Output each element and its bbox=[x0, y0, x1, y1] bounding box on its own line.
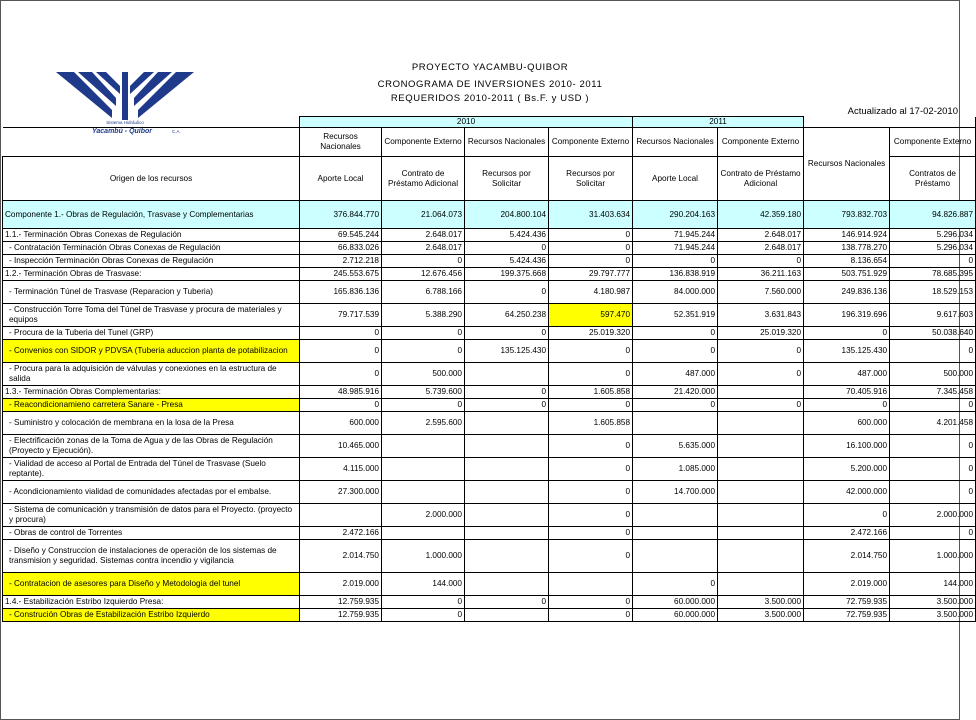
value-cell bbox=[382, 458, 465, 481]
row-label: - Sistema de comunicación y transmisión de datos para el Proyecto. (proyecto y procura) bbox=[3, 504, 300, 527]
col-subheader: Recursos por Solicitar bbox=[549, 157, 633, 201]
value-cell: 7.560.000 bbox=[718, 281, 804, 304]
value-cell: 2.648.017 bbox=[382, 242, 465, 255]
value-cell: 245.553.675 bbox=[300, 268, 382, 281]
col-subheader: Aporte Local bbox=[300, 157, 382, 201]
value-cell: 25.019.320 bbox=[549, 327, 633, 340]
value-cell: 165.836.136 bbox=[300, 281, 382, 304]
value-cell: 0 bbox=[718, 363, 804, 386]
value-cell: 5.424.436 bbox=[465, 255, 549, 268]
table-row bbox=[3, 268, 976, 281]
value-cell: 0 bbox=[549, 540, 633, 573]
origin-header: Origen de los recursos bbox=[3, 157, 300, 201]
value-cell: 3.631.843 bbox=[718, 304, 804, 327]
schedule-subtitle: REQUERIDOS 2010-2011 ( Bs.F. y USD ) bbox=[390, 93, 590, 104]
value-cell: 0 bbox=[549, 609, 633, 622]
value-cell: 5.739.600 bbox=[382, 386, 465, 399]
value-cell: 5.388.290 bbox=[382, 304, 465, 327]
value-cell: 36.211.163 bbox=[718, 268, 804, 281]
row-label: - Procura para la adquisición de válvulas y conexiones en la estructura de salida bbox=[3, 363, 300, 386]
value-cell: 1.085.000 bbox=[633, 458, 718, 481]
value-cell: 0 bbox=[465, 242, 549, 255]
value-cell bbox=[633, 412, 718, 435]
col-subheader: Contrato de Préstamo Adicional bbox=[382, 157, 465, 201]
value-cell: 0 bbox=[300, 327, 382, 340]
row-label: 1.4.- Estabilización Estribo Izquierdo Presa: bbox=[3, 596, 300, 609]
value-cell bbox=[465, 458, 549, 481]
value-cell bbox=[300, 504, 382, 527]
value-cell: 0 bbox=[890, 255, 976, 268]
value-cell: 48.985.916 bbox=[300, 386, 382, 399]
value-cell bbox=[718, 504, 804, 527]
value-cell: 2.472.166 bbox=[804, 527, 890, 540]
row-label: Componente 1.- Obras de Regulación, Trasvase y Complementarias bbox=[3, 201, 300, 229]
value-cell: 31.403.634 bbox=[549, 201, 633, 229]
value-cell: 94.826.887 bbox=[890, 201, 976, 229]
year-2011: 2011 bbox=[633, 117, 804, 128]
value-cell: 2.472.166 bbox=[300, 527, 382, 540]
value-cell: 487.000 bbox=[633, 363, 718, 386]
value-cell: 0 bbox=[465, 596, 549, 609]
value-cell: 249.836.136 bbox=[804, 281, 890, 304]
value-cell bbox=[465, 540, 549, 573]
investment-table bbox=[2, 116, 976, 622]
row-label: 1.2.- Terminación Obras de Trasvase: bbox=[3, 268, 300, 281]
value-cell: 0 bbox=[382, 596, 465, 609]
value-cell: 0 bbox=[382, 399, 465, 412]
value-cell: 2.595.600 bbox=[382, 412, 465, 435]
value-cell bbox=[465, 573, 549, 596]
value-cell: 0 bbox=[549, 255, 633, 268]
value-cell: 503.751.929 bbox=[804, 268, 890, 281]
value-cell: 2.712.218 bbox=[300, 255, 382, 268]
col-header: Recursos Nacionales bbox=[633, 128, 718, 157]
value-cell: 27.300.000 bbox=[300, 481, 382, 504]
row-label: - Inspección Terminación Obras Conexas de Regulación bbox=[3, 255, 300, 268]
col-subheader: Aporte Local bbox=[633, 157, 718, 201]
value-cell: 64.250.238 bbox=[465, 304, 549, 327]
value-cell: 2.648.017 bbox=[382, 229, 465, 242]
value-cell: 4.201.458 bbox=[890, 412, 976, 435]
value-cell: 0 bbox=[804, 327, 890, 340]
table-row bbox=[3, 281, 976, 304]
value-cell bbox=[382, 527, 465, 540]
value-cell: 50.038.640 bbox=[890, 327, 976, 340]
table-row bbox=[3, 412, 976, 435]
value-cell bbox=[465, 504, 549, 527]
value-cell: 0 bbox=[382, 255, 465, 268]
value-cell: 0 bbox=[300, 363, 382, 386]
logo-line2: Yacambú - Quíbor bbox=[91, 128, 153, 135]
value-cell bbox=[633, 527, 718, 540]
row-label: - Convenios con SIDOR y PDVSA (Tuberia aduccion planta de potabilizacion bbox=[3, 340, 300, 363]
row-label: - Procura de la Tuberia del Tunel (GRP) bbox=[3, 327, 300, 340]
table-row bbox=[3, 481, 976, 504]
row-label: - Electrificación zonas de la Toma de Agua y de las Obras de Regulación (Proyecto y Ejecución). bbox=[3, 435, 300, 458]
value-cell: 0 bbox=[633, 327, 718, 340]
value-cell: 0 bbox=[633, 573, 718, 596]
value-cell: 135.125.430 bbox=[804, 340, 890, 363]
value-cell: 0 bbox=[549, 399, 633, 412]
value-cell: 1.605.858 bbox=[549, 386, 633, 399]
value-cell: 0 bbox=[382, 327, 465, 340]
row-label: - Acondicionamiento vialidad de comunidades afectadas por el embalse. bbox=[3, 481, 300, 504]
value-cell: 0 bbox=[465, 327, 549, 340]
year-header-row bbox=[3, 117, 976, 128]
value-cell: 146.914.924 bbox=[804, 229, 890, 242]
value-cell bbox=[718, 435, 804, 458]
value-cell: 376.844.770 bbox=[300, 201, 382, 229]
row-label: - Diseño y Construccion de instalaciones de operación de los sistemas de transmision y seguridad. Sistemas contra incendio y vigilancia bbox=[3, 540, 300, 573]
value-cell: 1.000.000 bbox=[382, 540, 465, 573]
value-cell: 0 bbox=[465, 281, 549, 304]
value-cell: 0 bbox=[890, 435, 976, 458]
row-label: 1.3.- Terminación Obras Complementarias: bbox=[3, 386, 300, 399]
value-cell: 5.424.436 bbox=[465, 229, 549, 242]
value-cell: 0 bbox=[549, 481, 633, 504]
value-cell: 60.000.000 bbox=[633, 609, 718, 622]
table-row bbox=[3, 458, 976, 481]
value-cell: 0 bbox=[549, 242, 633, 255]
value-cell: 0 bbox=[549, 340, 633, 363]
value-cell: 14.700.000 bbox=[633, 481, 718, 504]
table-row bbox=[3, 504, 976, 527]
logo-suffix: C.A. bbox=[172, 129, 181, 134]
project-title: PROYECTO YACAMBU-QUIBOR bbox=[411, 62, 569, 73]
col-header: Recursos Nacionales bbox=[300, 128, 382, 157]
value-cell: 0 bbox=[890, 399, 976, 412]
value-cell: 487.000 bbox=[804, 363, 890, 386]
value-cell: 5.296.034 bbox=[890, 242, 976, 255]
value-cell bbox=[633, 504, 718, 527]
value-cell: 0 bbox=[718, 340, 804, 363]
value-cell: 196.319.696 bbox=[804, 304, 890, 327]
row-label: - Contratacion de asesores para Diseño y Metodologia del tunel bbox=[3, 573, 300, 596]
value-cell: 52.351.919 bbox=[633, 304, 718, 327]
value-cell: 3.500.000 bbox=[890, 596, 976, 609]
value-cell: 144.000 bbox=[890, 573, 976, 596]
value-cell: 69.545.244 bbox=[300, 229, 382, 242]
value-cell: 5.296.034 bbox=[890, 229, 976, 242]
value-cell: 79.717.539 bbox=[300, 304, 382, 327]
value-cell: 0 bbox=[890, 527, 976, 540]
value-cell bbox=[718, 386, 804, 399]
resource-header-row bbox=[3, 128, 976, 157]
value-cell: 0 bbox=[382, 340, 465, 363]
value-cell: 0 bbox=[718, 399, 804, 412]
logo-line1: Sistema Hidráulico bbox=[106, 120, 144, 125]
col-header: Componente Externo bbox=[382, 128, 465, 157]
value-cell: 0 bbox=[465, 399, 549, 412]
value-cell: 0 bbox=[549, 435, 633, 458]
value-cell bbox=[465, 412, 549, 435]
value-cell: 0 bbox=[300, 340, 382, 363]
value-cell: 18.529.153 bbox=[890, 281, 976, 304]
value-cell: 42.000.000 bbox=[804, 481, 890, 504]
col-header: Recursos Nacionales bbox=[465, 128, 549, 157]
value-cell: 144.000 bbox=[382, 573, 465, 596]
value-cell: 0 bbox=[633, 399, 718, 412]
value-cell: 0 bbox=[549, 596, 633, 609]
table-row bbox=[3, 527, 976, 540]
value-cell: 8.136.654 bbox=[804, 255, 890, 268]
col-subheader: Contratos de Préstamo bbox=[890, 157, 976, 201]
value-cell: 10.465.000 bbox=[300, 435, 382, 458]
col-subheader: Contrato de Préstamo Adicional bbox=[718, 157, 804, 201]
value-cell: 0 bbox=[633, 255, 718, 268]
table-row bbox=[3, 255, 976, 268]
value-cell bbox=[633, 540, 718, 573]
col-subheader: Recursos por Solicitar bbox=[465, 157, 549, 201]
value-cell: 9.617.603 bbox=[890, 304, 976, 327]
table-row bbox=[3, 386, 976, 399]
value-cell: 6.788.166 bbox=[382, 281, 465, 304]
value-cell: 0 bbox=[890, 458, 976, 481]
value-cell: 5.200.000 bbox=[804, 458, 890, 481]
value-cell: 3.500.000 bbox=[718, 596, 804, 609]
value-cell bbox=[465, 435, 549, 458]
value-cell: 500.000 bbox=[890, 363, 976, 386]
value-cell bbox=[549, 573, 633, 596]
value-cell: 597.470 bbox=[549, 304, 633, 327]
value-cell: 0 bbox=[549, 458, 633, 481]
value-cell: 70.405.916 bbox=[804, 386, 890, 399]
value-cell: 3.500.000 bbox=[718, 609, 804, 622]
table-row bbox=[3, 573, 976, 596]
value-cell: 2.000.000 bbox=[890, 504, 976, 527]
table-row bbox=[3, 596, 976, 609]
value-cell: 2.648.017 bbox=[718, 229, 804, 242]
value-cell: 793.832.703 bbox=[804, 201, 890, 229]
table-row bbox=[3, 201, 976, 229]
value-cell: 78.685.395 bbox=[890, 268, 976, 281]
value-cell bbox=[718, 458, 804, 481]
value-cell: 72.759.935 bbox=[804, 609, 890, 622]
table-row bbox=[3, 304, 976, 327]
value-cell: 7.345.458 bbox=[890, 386, 976, 399]
value-cell: 42.359.180 bbox=[718, 201, 804, 229]
schedule-title: CRONOGRAMA DE INVERSIONES 2010- 2011 bbox=[377, 79, 603, 90]
value-cell bbox=[382, 481, 465, 504]
value-cell: 290.204.163 bbox=[633, 201, 718, 229]
value-cell: 2.014.750 bbox=[804, 540, 890, 573]
row-label: - Obras de control de Torrentes bbox=[3, 527, 300, 540]
value-cell: 21.420.000 bbox=[633, 386, 718, 399]
value-cell: 2.019.000 bbox=[300, 573, 382, 596]
value-cell: 138.778.270 bbox=[804, 242, 890, 255]
value-cell: 135.125.430 bbox=[465, 340, 549, 363]
table-row bbox=[3, 340, 976, 363]
value-cell: 136.838.919 bbox=[633, 268, 718, 281]
table-row bbox=[3, 540, 976, 573]
value-cell: 0 bbox=[382, 609, 465, 622]
value-cell: 600.000 bbox=[300, 412, 382, 435]
col-header: Recursos Nacionales bbox=[804, 128, 890, 201]
row-label: - Suministro y colocación de membrana en la losa de la Presa bbox=[3, 412, 300, 435]
row-label: - Construción Obras de Estabilización Estribo Izquierdo bbox=[3, 609, 300, 622]
value-cell: 4.180.987 bbox=[549, 281, 633, 304]
value-cell: 2.014.750 bbox=[300, 540, 382, 573]
value-cell bbox=[382, 435, 465, 458]
value-cell: 0 bbox=[549, 504, 633, 527]
table-row bbox=[3, 242, 976, 255]
value-cell: 0 bbox=[804, 399, 890, 412]
value-cell: 2.019.000 bbox=[804, 573, 890, 596]
value-cell bbox=[465, 609, 549, 622]
value-cell: 71.945.244 bbox=[633, 229, 718, 242]
value-cell: 84.000.000 bbox=[633, 281, 718, 304]
value-cell: 60.000.000 bbox=[633, 596, 718, 609]
table-row bbox=[3, 363, 976, 386]
value-cell: 0 bbox=[549, 527, 633, 540]
updated-date: Actualizado al 17-02-2010 bbox=[847, 106, 958, 117]
value-cell: 0 bbox=[549, 363, 633, 386]
value-cell: 25.019.320 bbox=[718, 327, 804, 340]
value-cell: 0 bbox=[549, 229, 633, 242]
value-cell bbox=[718, 412, 804, 435]
value-cell: 0 bbox=[465, 386, 549, 399]
value-cell: 12.676.456 bbox=[382, 268, 465, 281]
value-cell bbox=[718, 540, 804, 573]
col-header: Componente Externo bbox=[890, 128, 976, 157]
value-cell: 29.797.777 bbox=[549, 268, 633, 281]
row-label: - Terminación Túnel de Trasvase (Reparacion y Tuberia) bbox=[3, 281, 300, 304]
value-cell: 0 bbox=[633, 340, 718, 363]
table-row bbox=[3, 399, 976, 412]
table-row bbox=[3, 435, 976, 458]
value-cell: 0 bbox=[718, 255, 804, 268]
value-cell bbox=[465, 363, 549, 386]
value-cell bbox=[718, 573, 804, 596]
value-cell: 0 bbox=[890, 481, 976, 504]
value-cell: 1.605.858 bbox=[549, 412, 633, 435]
value-cell: 72.759.935 bbox=[804, 596, 890, 609]
value-cell: 12.759.935 bbox=[300, 609, 382, 622]
value-cell: 0 bbox=[890, 340, 976, 363]
table-row bbox=[3, 229, 976, 242]
value-cell: 66.833.026 bbox=[300, 242, 382, 255]
row-label: 1.1.- Terminación Obras Conexas de Regulación bbox=[3, 229, 300, 242]
value-cell: 500.000 bbox=[382, 363, 465, 386]
value-cell: 5.635.000 bbox=[633, 435, 718, 458]
col-header: Componente Externo bbox=[718, 128, 804, 157]
value-cell: 2.648.017 bbox=[718, 242, 804, 255]
year-2010: 2010 bbox=[300, 117, 633, 128]
value-cell: 199.375.668 bbox=[465, 268, 549, 281]
row-label: - Reacondicionamieno carretera Sanare - Presa bbox=[3, 399, 300, 412]
value-cell: 0 bbox=[300, 399, 382, 412]
value-cell bbox=[718, 527, 804, 540]
value-cell: 1.000.000 bbox=[890, 540, 976, 573]
value-cell: 204.800.104 bbox=[465, 201, 549, 229]
value-cell: 21.064.073 bbox=[382, 201, 465, 229]
row-label: - Construcción Torre Toma del Túnel de Trasvase y procura de materiales y equipos bbox=[3, 304, 300, 327]
value-cell: 71.945.244 bbox=[633, 242, 718, 255]
table-row bbox=[3, 609, 976, 622]
value-cell: 12.759.935 bbox=[300, 596, 382, 609]
col-header: Componente Externo bbox=[549, 128, 633, 157]
value-cell: 600.000 bbox=[804, 412, 890, 435]
value-cell: 0 bbox=[804, 504, 890, 527]
value-cell: 16.100.000 bbox=[804, 435, 890, 458]
row-label: - Contratación Terminación Obras Conexas de Regulación bbox=[3, 242, 300, 255]
value-cell: 3.500.000 bbox=[890, 609, 976, 622]
table-row bbox=[3, 327, 976, 340]
value-cell bbox=[465, 527, 549, 540]
value-cell bbox=[718, 481, 804, 504]
value-cell: 2.000.000 bbox=[382, 504, 465, 527]
row-label: - Vialidad de acceso al Portal de Entrada del Túnel de Trasvase (Suelo reptante). bbox=[3, 458, 300, 481]
value-cell: 4.115.000 bbox=[300, 458, 382, 481]
value-cell bbox=[465, 481, 549, 504]
